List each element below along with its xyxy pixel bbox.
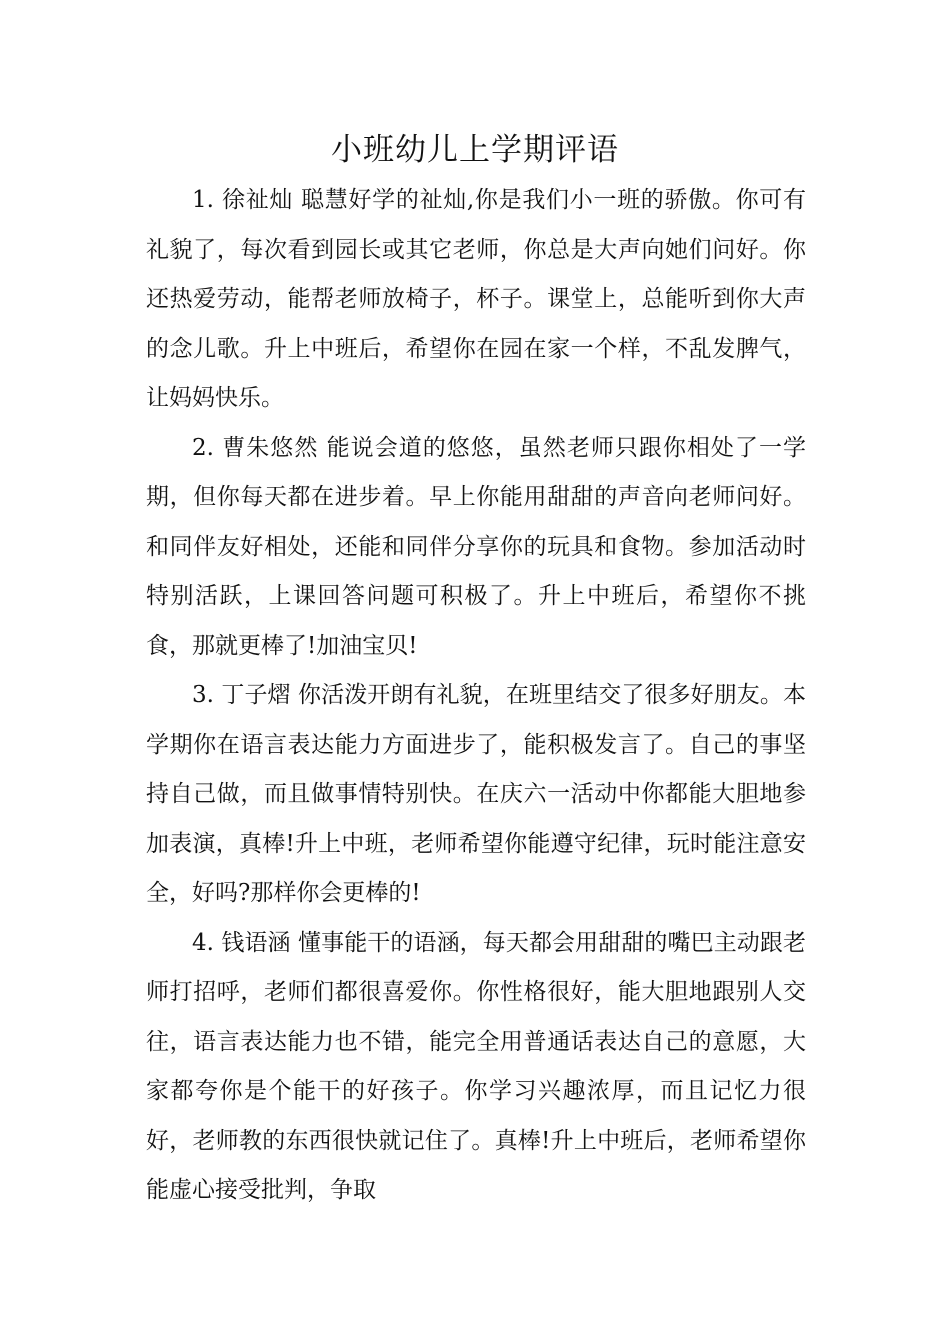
document-title: 小班幼儿上学期评语: [331, 132, 619, 168]
comment-paragraph-1: 1. 徐祉灿 聪慧好学的祉灿,你是我们小一班的骄傲。你可有礼貌了，每次看到园长或其它老师，你总是大声向她们问好。你还热爱劳动，能帮老师放椅子，杯子。课堂上，总能听到你大声的念儿歌。升上中班后，希望你在园在家一个样，不乱发脾气，让妈妈快乐。: [146, 187, 806, 411]
comment-paragraph-2: 2. 曹朱悠然 能说会道的悠悠，虽然老师只跟你相处了一学期，但你每天都在进步着。早上你能用甜甜的声音向老师问好。和同伴友好相处，还能和同伴分享你的玩具和食物。参加活动时特别活跃，上课回答问题可积极了。升上中班后，希望你不挑食，那就更棒了!加油宝贝!: [146, 434, 806, 659]
comment-paragraph-4: 4. 钱语涵 懂事能干的语涵，每天都会用甜甜的嘴巴主动跟老师打招呼，老师们都很喜爱你。你性格很好，能大胆地跟别人交往，语言表达能力也不错，能完全用普通话表达自己的意愿，大家都夸你是个能干的好孩子。你学习兴趣浓厚，而且记忆力很好，老师教的东西很快就记住了。真棒!升上中班后，老师希望你能虚心接受批判，争取: [146, 929, 806, 1203]
comment-paragraph-3: 3. 丁子熠 你活泼开朗有礼貌，在班里结交了很多好朋友。本学期你在语言表达能力方面进步了，能积极发言了。自己的事坚持自己做，而且做事情特别快。在庆六一活动中你都能大胆地参加表演，真棒!升上中班，老师希望你能遵守纪律，玩时能注意安全，好吗?那样你会更棒的!: [146, 682, 806, 906]
document-body: [146, 176, 806, 1216]
